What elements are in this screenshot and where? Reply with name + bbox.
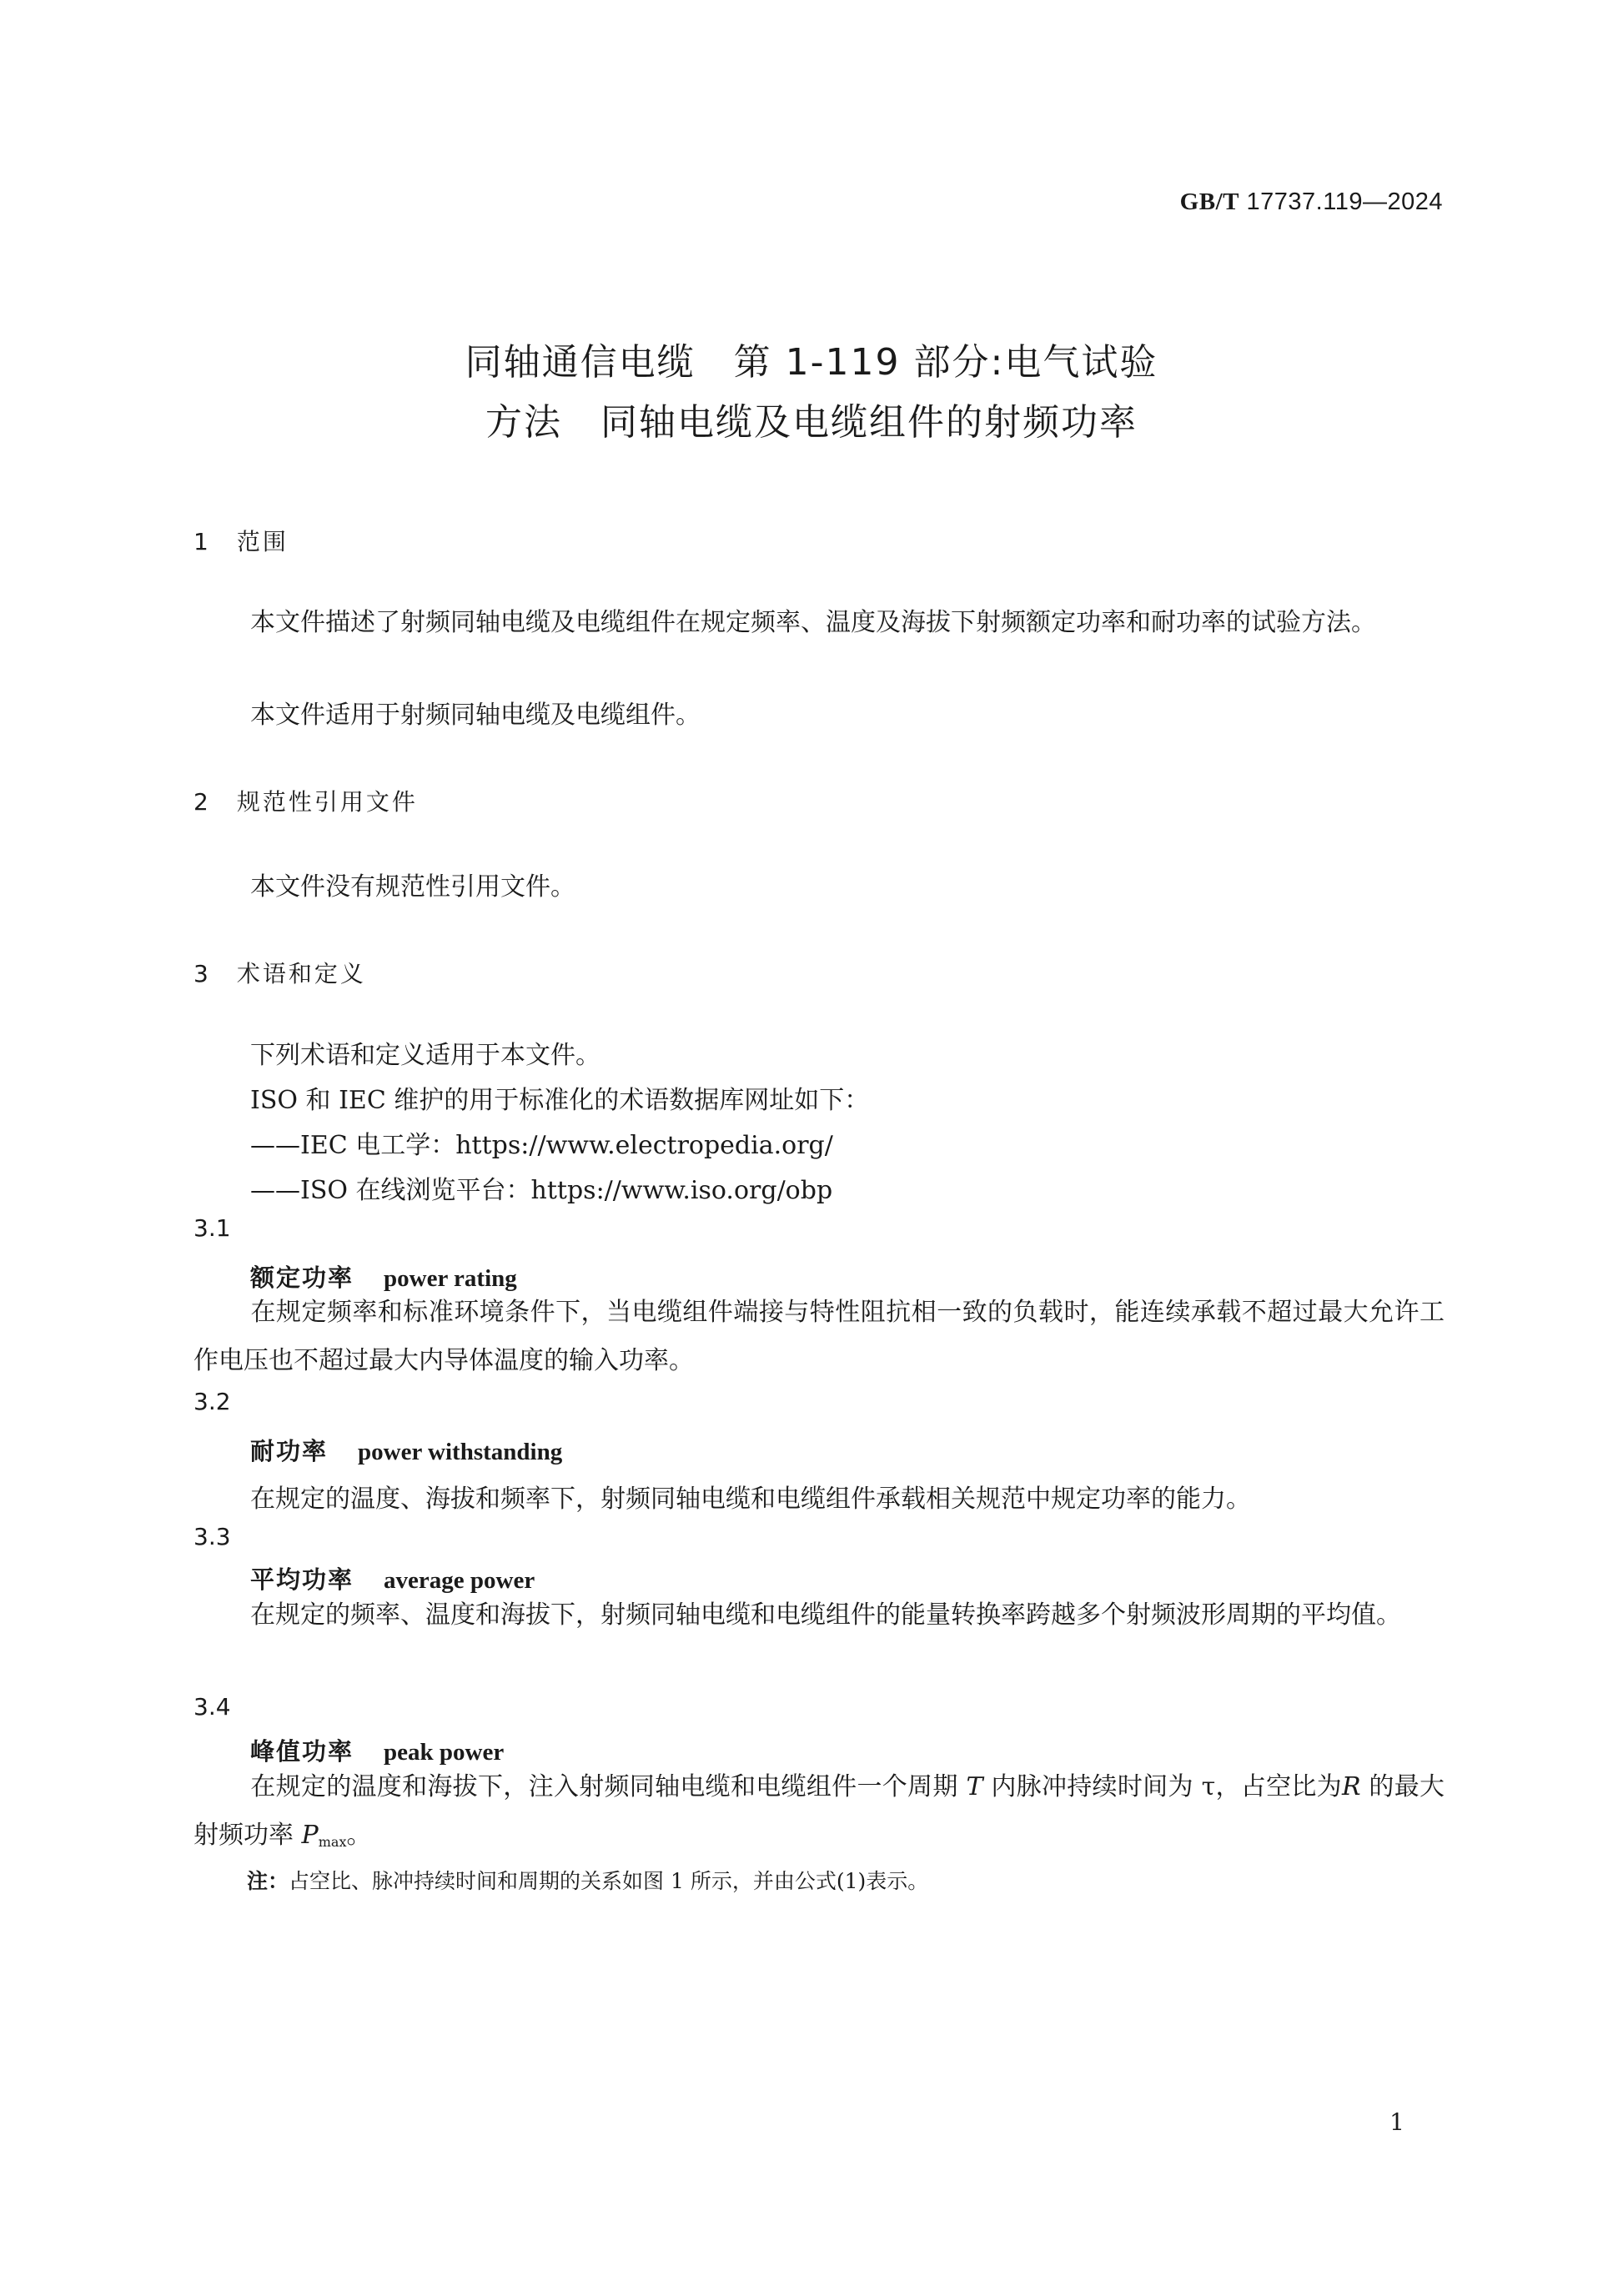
document-title-line-1: 同轴通信电缆 第 1-119 部分:电气试验 bbox=[465, 341, 1158, 384]
section-3-paragraph-2: ISO 和 IEC 维护的用于标准化的术语数据库网址如下： bbox=[250, 1086, 870, 1115]
term-3-3-definition-text: 在规定的频率、温度和海拔下，射频同轴电缆和电缆组件的能量转换率跨越多个射频波形周期的平均值。 bbox=[250, 1600, 1401, 1630]
term-3-2-number: 3.2 bbox=[193, 1388, 231, 1415]
term-3-1-definition bbox=[193, 1289, 1445, 1385]
term-3-4-number: 3.4 bbox=[193, 1693, 231, 1721]
power-symbol: P bbox=[301, 1821, 319, 1850]
term-3-3-heading bbox=[250, 1561, 535, 1595]
period-symbol: T bbox=[966, 1772, 983, 1801]
term-3-3-cn: 平均功率 bbox=[250, 1565, 354, 1594]
term-3-3-definition bbox=[193, 1591, 1445, 1640]
term-3-1-en: power rating bbox=[384, 1265, 517, 1292]
term-3-4-def-end: 。 bbox=[346, 1821, 372, 1850]
section-3-heading: 3 术语和定义 bbox=[193, 960, 366, 987]
standard-prefix: GB/T bbox=[1179, 188, 1239, 215]
term-3-2-cn: 耐功率 bbox=[250, 1437, 329, 1465]
term-3-1-number: 3.1 bbox=[193, 1214, 231, 1242]
term-3-1-cn: 额定功率 bbox=[250, 1264, 354, 1292]
term-3-4-heading bbox=[250, 1733, 504, 1767]
term-3-3-number: 3.3 bbox=[193, 1523, 231, 1550]
duty-cycle-symbol: R bbox=[1341, 1772, 1361, 1801]
term-3-4-cn: 峰值功率 bbox=[250, 1737, 354, 1766]
document-title-line-2: 方法 同轴电缆及电缆组件的射频功率 bbox=[485, 401, 1138, 444]
section-1-paragraph-1-text: 本文件描述了射频同轴电缆及电缆组件在规定频率、温度及海拔下射频额定功率和耐功率的试验方法。 bbox=[250, 608, 1376, 637]
term-3-1-definition-text: 在规定频率和标准环境条件下，当电缆组件端接与特性阻抗相一致的负载时，能连续承载不超过最大允许工作电压也不超过最大内导体温度的输入功率。 bbox=[193, 1298, 1445, 1375]
power-subscript: max bbox=[318, 1834, 347, 1850]
section-2-paragraph-1: 本文件没有规范性引用文件。 bbox=[250, 872, 575, 902]
section-1-paragraph-1 bbox=[193, 599, 1445, 647]
term-3-2-heading bbox=[250, 1433, 562, 1467]
note-text: 占空比、脉冲持续时间和周期的关系如图 1 所示，并由公式(1)表示。 bbox=[289, 1869, 929, 1893]
note-label: 注： bbox=[247, 1869, 289, 1893]
standard-number: 17737.119—2024 bbox=[1239, 188, 1443, 215]
section-3-list-item-iec: ——IEC 电工学：https://www.electropedia.org/ bbox=[250, 1131, 833, 1160]
term-3-4-def-part-c: 的最大射频功率 bbox=[193, 1772, 1445, 1850]
term-3-4-definition bbox=[193, 1763, 1445, 1866]
term-3-3-en: average power bbox=[384, 1567, 535, 1594]
term-3-2-definition: 在规定的温度、海拔和频率下，射频同轴电缆和电缆组件承载相关规范中规定功率的能力。 bbox=[250, 1485, 1251, 1514]
term-3-4-def-part-b: 内脉冲持续时间为 τ，占空比为 bbox=[982, 1772, 1342, 1801]
section-2-heading: 2 规范性引用文件 bbox=[193, 788, 418, 816]
section-3-paragraph-1: 下列术语和定义适用于本文件。 bbox=[250, 1041, 600, 1070]
term-3-4-def-part-a: 在规定的温度和海拔下，注入射频同轴电缆和电缆组件一个周期 bbox=[250, 1772, 967, 1801]
section-1-paragraph-2: 本文件适用于射频同轴电缆及电缆组件。 bbox=[250, 701, 701, 730]
section-3-list-item-iso: ——ISO 在线浏览平台：https://www.iso.org/obp bbox=[250, 1176, 833, 1205]
note bbox=[247, 1865, 928, 1895]
term-3-4-en: peak power bbox=[384, 1739, 505, 1766]
term-3-2-en: power withstanding bbox=[358, 1439, 563, 1465]
section-1-heading: 1 范围 bbox=[193, 528, 289, 555]
page-number: 1 bbox=[1389, 2108, 1404, 2136]
standard-code bbox=[1180, 188, 1443, 216]
